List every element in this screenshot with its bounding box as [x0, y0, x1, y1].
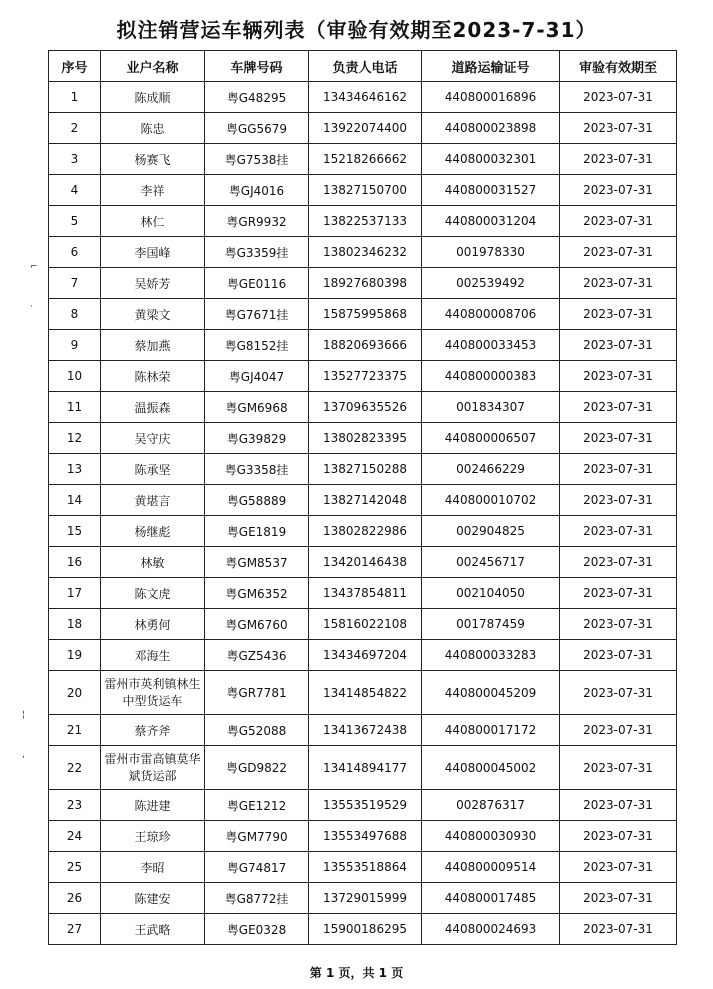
- table-row: [49, 82, 677, 113]
- contact-phone: 13420146438: [309, 547, 422, 578]
- contact-phone: 15218266662: [309, 144, 422, 175]
- plate-number: 粤GM6352: [205, 578, 309, 609]
- row-index: 2: [49, 113, 101, 144]
- plate-number: 粤G74817: [205, 852, 309, 883]
- owner-name: 雷州市英利镇林生中型货运车: [101, 671, 205, 715]
- contact-phone: 13922074400: [309, 113, 422, 144]
- expiry-date: 2023-07-31: [560, 821, 677, 852]
- permit-number: 440800033283: [422, 640, 560, 671]
- row-index: 9: [49, 330, 101, 361]
- column-header-name: 业户名称: [101, 51, 205, 82]
- scan-artifact: ⌐: [30, 262, 38, 272]
- permit-number: 001834307: [422, 392, 560, 423]
- plate-number: 粤GM7790: [205, 821, 309, 852]
- row-index: 24: [49, 821, 101, 852]
- row-index: 16: [49, 547, 101, 578]
- row-index: 5: [49, 206, 101, 237]
- row-index: 23: [49, 790, 101, 821]
- plate-number: 粤G8772挂: [205, 883, 309, 914]
- expiry-date: 2023-07-31: [560, 609, 677, 640]
- owner-name: 林勇何: [101, 609, 205, 640]
- permit-number: 002876317: [422, 790, 560, 821]
- table-row: [49, 423, 677, 454]
- row-index: 7: [49, 268, 101, 299]
- permit-number: 001978330: [422, 237, 560, 268]
- plate-number: 粤GE1819: [205, 516, 309, 547]
- plate-number: 粤G58889: [205, 485, 309, 516]
- plate-number: 粤G52088: [205, 715, 309, 746]
- row-index: 21: [49, 715, 101, 746]
- expiry-date: 2023-07-31: [560, 746, 677, 790]
- contact-phone: 18927680398: [309, 268, 422, 299]
- owner-name: 陈林荣: [101, 361, 205, 392]
- expiry-date: 2023-07-31: [560, 516, 677, 547]
- table-row: [49, 746, 677, 790]
- row-index: 26: [49, 883, 101, 914]
- row-index: 27: [49, 914, 101, 945]
- table-row: [49, 609, 677, 640]
- expiry-date: 2023-07-31: [560, 113, 677, 144]
- permit-number: 440800031527: [422, 175, 560, 206]
- table-row: [49, 914, 677, 945]
- table-row: [49, 330, 677, 361]
- row-index: 17: [49, 578, 101, 609]
- plate-number: 粤GM6968: [205, 392, 309, 423]
- permit-number: 002456717: [422, 547, 560, 578]
- row-index: 13: [49, 454, 101, 485]
- row-index: 4: [49, 175, 101, 206]
- permit-number: 440800023898: [422, 113, 560, 144]
- permit-number: 440800000383: [422, 361, 560, 392]
- expiry-date: 2023-07-31: [560, 206, 677, 237]
- plate-number: 粤GR7781: [205, 671, 309, 715]
- plate-number: 粤GM6760: [205, 609, 309, 640]
- table-row: [49, 361, 677, 392]
- expiry-date: 2023-07-31: [560, 423, 677, 454]
- permit-number: 440800033453: [422, 330, 560, 361]
- permit-number: 440800032301: [422, 144, 560, 175]
- scan-artifact: ,: [22, 750, 25, 760]
- table-row: [49, 883, 677, 914]
- contact-phone: 13414894177: [309, 746, 422, 790]
- permit-number: 440800009514: [422, 852, 560, 883]
- permit-number: 440800008706: [422, 299, 560, 330]
- expiry-date: 2023-07-31: [560, 144, 677, 175]
- contact-phone: 13434697204: [309, 640, 422, 671]
- contact-phone: 13553518864: [309, 852, 422, 883]
- owner-name: 陈文虎: [101, 578, 205, 609]
- row-index: 10: [49, 361, 101, 392]
- owner-name: 杨赛飞: [101, 144, 205, 175]
- table-row: [49, 516, 677, 547]
- owner-name: 杨继彪: [101, 516, 205, 547]
- row-index: 15: [49, 516, 101, 547]
- contact-phone: 13827150700: [309, 175, 422, 206]
- owner-name: 黄堪言: [101, 485, 205, 516]
- plate-number: 粤G7538挂: [205, 144, 309, 175]
- owner-name: 吴娇芳: [101, 268, 205, 299]
- owner-name: 李祥: [101, 175, 205, 206]
- row-index: 14: [49, 485, 101, 516]
- contact-phone: 13553519529: [309, 790, 422, 821]
- owner-name: 李国峰: [101, 237, 205, 268]
- expiry-date: 2023-07-31: [560, 485, 677, 516]
- contact-phone: 15816022108: [309, 609, 422, 640]
- owner-name: 李昭: [101, 852, 205, 883]
- table-row: [49, 578, 677, 609]
- plate-number: 粤G39829: [205, 423, 309, 454]
- contact-phone: 13802822986: [309, 516, 422, 547]
- expiry-date: 2023-07-31: [560, 790, 677, 821]
- table-row: [49, 547, 677, 578]
- owner-name: 雷州市雷高镇莫华斌货运部: [101, 746, 205, 790]
- table-row: [49, 454, 677, 485]
- contact-phone: 18820693666: [309, 330, 422, 361]
- table-header-row: [49, 51, 677, 82]
- column-header-expiry: 审验有效期至: [560, 51, 677, 82]
- page-title: 拟注销营运车辆列表（审验有效期至2023-7-31）: [116, 18, 597, 42]
- row-index: 1: [49, 82, 101, 113]
- owner-name: 温振森: [101, 392, 205, 423]
- column-header-index: 序号: [49, 51, 101, 82]
- plate-number: 粤GJ4047: [205, 361, 309, 392]
- permit-number: 001787459: [422, 609, 560, 640]
- plate-number: 粤G3358挂: [205, 454, 309, 485]
- permit-number: 440800045002: [422, 746, 560, 790]
- owner-name: 邓海生: [101, 640, 205, 671]
- table-row: [49, 268, 677, 299]
- owner-name: 陈进建: [101, 790, 205, 821]
- owner-name: 林仁: [101, 206, 205, 237]
- contact-phone: 13827142048: [309, 485, 422, 516]
- plate-number: 粤G48295: [205, 82, 309, 113]
- scan-artifact: ¦: [22, 710, 26, 720]
- expiry-date: 2023-07-31: [560, 547, 677, 578]
- table-row: [49, 206, 677, 237]
- plate-number: 粤GJ4016: [205, 175, 309, 206]
- contact-phone: 13527723375: [309, 361, 422, 392]
- expiry-date: 2023-07-31: [560, 330, 677, 361]
- scan-artifact: ·: [30, 302, 33, 312]
- contact-phone: 13709635526: [309, 392, 422, 423]
- expiry-date: 2023-07-31: [560, 914, 677, 945]
- plate-number: 粤GG5679: [205, 113, 309, 144]
- owner-name: 陈成顺: [101, 82, 205, 113]
- expiry-date: 2023-07-31: [560, 82, 677, 113]
- expiry-date: 2023-07-31: [560, 671, 677, 715]
- expiry-date: 2023-07-31: [560, 852, 677, 883]
- table-row: [49, 715, 677, 746]
- permit-number: 440800024693: [422, 914, 560, 945]
- row-index: 12: [49, 423, 101, 454]
- plate-number: 粤GZ5436: [205, 640, 309, 671]
- owner-name: 王琼珍: [101, 821, 205, 852]
- permit-number: 002466229: [422, 454, 560, 485]
- expiry-date: 2023-07-31: [560, 883, 677, 914]
- expiry-date: 2023-07-31: [560, 361, 677, 392]
- expiry-date: 2023-07-31: [560, 578, 677, 609]
- table-body: [49, 82, 677, 945]
- owner-name: 陈建安: [101, 883, 205, 914]
- plate-number: 粤GD9822: [205, 746, 309, 790]
- table-row: [49, 852, 677, 883]
- expiry-date: 2023-07-31: [560, 237, 677, 268]
- owner-name: 陈忠: [101, 113, 205, 144]
- plate-number: 粤GE1212: [205, 790, 309, 821]
- row-index: 3: [49, 144, 101, 175]
- row-index: 8: [49, 299, 101, 330]
- plate-number: 粤G8152挂: [205, 330, 309, 361]
- contact-phone: 13802346232: [309, 237, 422, 268]
- table-row: [49, 113, 677, 144]
- owner-name: 蔡加燕: [101, 330, 205, 361]
- plate-number: 粤GM8537: [205, 547, 309, 578]
- row-index: 19: [49, 640, 101, 671]
- permit-number: 440800006507: [422, 423, 560, 454]
- owner-name: 林敏: [101, 547, 205, 578]
- row-index: 22: [49, 746, 101, 790]
- expiry-date: 2023-07-31: [560, 640, 677, 671]
- permit-number: 440800017485: [422, 883, 560, 914]
- contact-phone: 13553497688: [309, 821, 422, 852]
- table-row: [49, 821, 677, 852]
- column-header-plate: 车牌号码: [205, 51, 309, 82]
- contact-phone: 13434646162: [309, 82, 422, 113]
- expiry-date: 2023-07-31: [560, 175, 677, 206]
- permit-number: 002904825: [422, 516, 560, 547]
- table-row: [49, 671, 677, 715]
- permit-number: 440800031204: [422, 206, 560, 237]
- permit-number: 440800030930: [422, 821, 560, 852]
- table-row: [49, 485, 677, 516]
- expiry-date: 2023-07-31: [560, 715, 677, 746]
- expiry-date: 2023-07-31: [560, 268, 677, 299]
- owner-name: 陈承坚: [101, 454, 205, 485]
- expiry-date: 2023-07-31: [560, 392, 677, 423]
- column-header-permit: 道路运输证号: [422, 51, 560, 82]
- contact-phone: 15900186295: [309, 914, 422, 945]
- table-row: [49, 392, 677, 423]
- owner-name: 蔡齐斧: [101, 715, 205, 746]
- permit-number: 002104050: [422, 578, 560, 609]
- contact-phone: 13822537133: [309, 206, 422, 237]
- expiry-date: 2023-07-31: [560, 299, 677, 330]
- row-index: 20: [49, 671, 101, 715]
- permit-number: 440800010702: [422, 485, 560, 516]
- owner-name: 黄梁文: [101, 299, 205, 330]
- table-row: [49, 790, 677, 821]
- row-index: 6: [49, 237, 101, 268]
- permit-number: 440800045209: [422, 671, 560, 715]
- plate-number: 粤GE0328: [205, 914, 309, 945]
- contact-phone: 15875995868: [309, 299, 422, 330]
- contact-phone: 13729015999: [309, 883, 422, 914]
- plate-number: 粤G3359挂: [205, 237, 309, 268]
- contact-phone: 13413672438: [309, 715, 422, 746]
- contact-phone: 13827150288: [309, 454, 422, 485]
- table-row: [49, 144, 677, 175]
- owner-name: 吴守庆: [101, 423, 205, 454]
- table-row: [49, 299, 677, 330]
- column-header-phone: 负责人电话: [309, 51, 422, 82]
- contact-phone: 13802823395: [309, 423, 422, 454]
- row-index: 11: [49, 392, 101, 423]
- expiry-date: 2023-07-31: [560, 454, 677, 485]
- vehicle-table: [48, 50, 677, 945]
- plate-number: 粤GR9932: [205, 206, 309, 237]
- permit-number: 440800017172: [422, 715, 560, 746]
- owner-name: 王武略: [101, 914, 205, 945]
- contact-phone: 13414854822: [309, 671, 422, 715]
- plate-number: 粤G7671挂: [205, 299, 309, 330]
- permit-number: 440800016896: [422, 82, 560, 113]
- table-row: [49, 175, 677, 206]
- row-index: 25: [49, 852, 101, 883]
- page-footer: 第 1 页，共 1 页: [309, 966, 404, 980]
- table-row: [49, 237, 677, 268]
- permit-number: 002539492: [422, 268, 560, 299]
- row-index: 18: [49, 609, 101, 640]
- table-row: [49, 640, 677, 671]
- plate-number: 粤GE0116: [205, 268, 309, 299]
- contact-phone: 13437854811: [309, 578, 422, 609]
